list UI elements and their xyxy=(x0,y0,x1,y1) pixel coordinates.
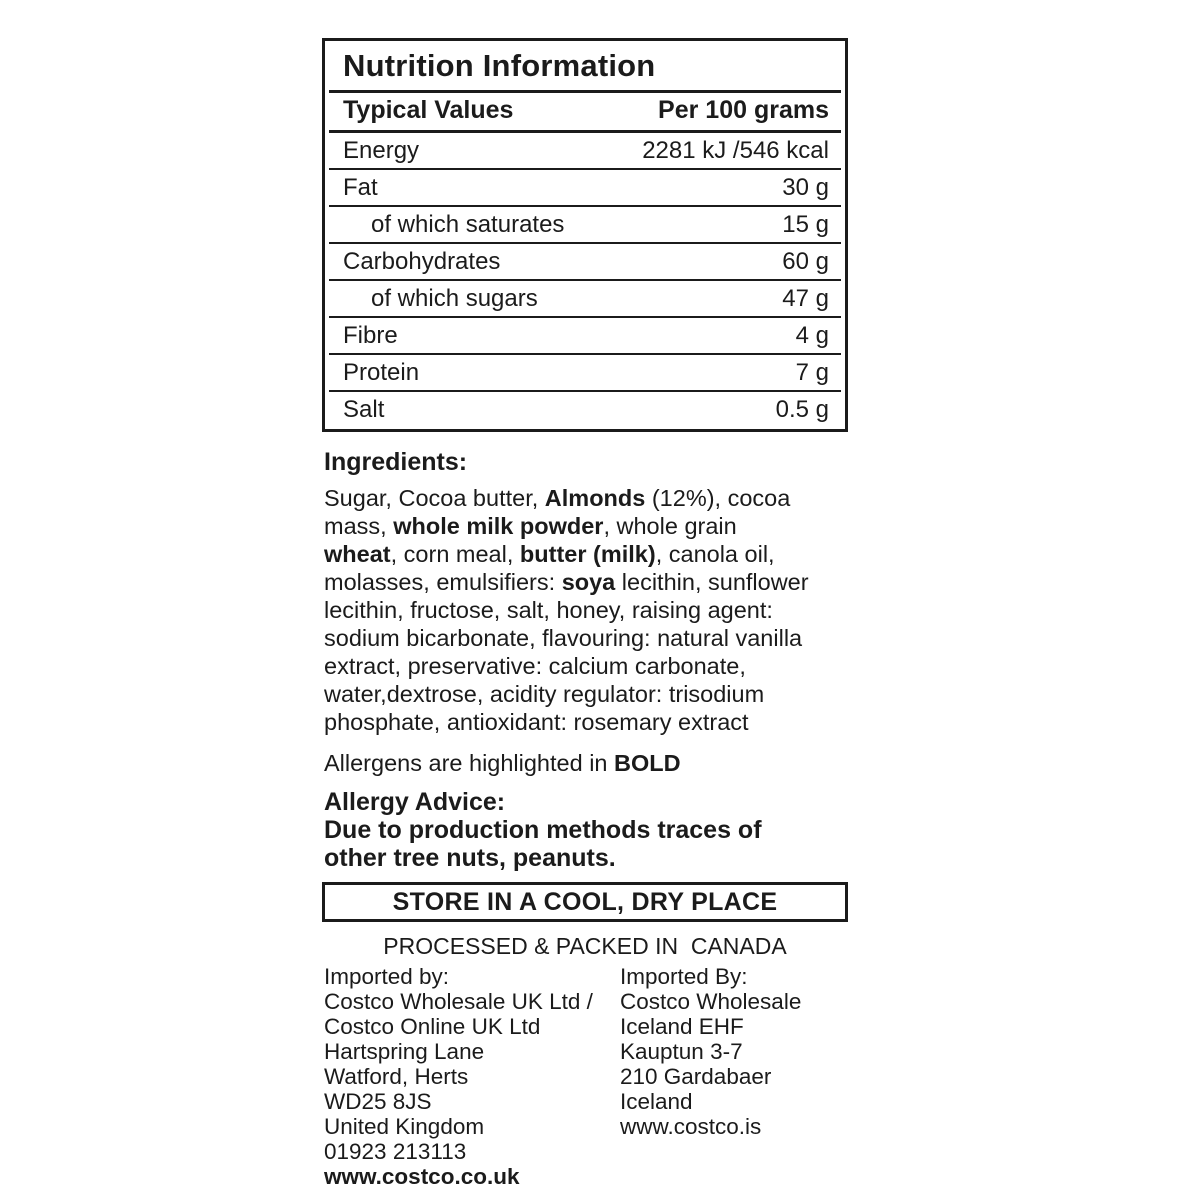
table-row-fat xyxy=(329,170,841,207)
nutrition-table xyxy=(322,38,848,432)
ingredients-line: extract, preservative: calcium carbonate, xyxy=(324,653,746,679)
storage-instruction: STORE IN A COOL, DRY PLACE xyxy=(392,888,778,916)
header-per-100-grams: Per 100 grams xyxy=(658,96,829,124)
importer-line: Costco Wholesale UK Ltd / xyxy=(324,989,593,1014)
ingredients-line: lecithin, fructose, salt, honey, raising agent: xyxy=(324,597,773,623)
row-label: of which saturates xyxy=(371,211,565,238)
importer-line: Imported By: xyxy=(620,964,748,989)
row-label: Fat xyxy=(343,174,378,201)
allergy-advice-section xyxy=(322,788,848,872)
importer-section xyxy=(322,964,848,1189)
importer-uk-block xyxy=(324,964,620,1189)
table-row-saturates xyxy=(329,207,841,244)
importer-line: Costco Wholesale xyxy=(620,989,802,1014)
row-value: 4 g xyxy=(795,322,829,349)
importer-line: Iceland EHF xyxy=(620,1014,744,1039)
ingredients-line: water,dextrose, acidity regulator: trisodium xyxy=(324,681,765,707)
allergy-advice-heading: Allergy Advice: xyxy=(324,788,506,816)
row-value: 47 g xyxy=(782,285,829,312)
allergy-advice-line: other tree nuts, peanuts. xyxy=(324,844,616,872)
storage-instruction-box xyxy=(322,882,848,922)
allergy-advice-line: Due to production methods traces of xyxy=(324,816,762,844)
table-row-sugars xyxy=(329,281,841,318)
ingredients-line: phosphate, antioxidant: rosemary extract xyxy=(324,709,749,735)
importer-line: Watford, Herts xyxy=(324,1064,469,1089)
ingredients-line: sodium bicarbonate, flavouring: natural vanilla xyxy=(324,625,803,651)
importer-phone-uk: 01923 213113 xyxy=(324,1139,467,1164)
ingredients-line: Sugar, Cocoa butter, Almonds (12%), cocoa xyxy=(324,485,791,511)
row-value: 15 g xyxy=(782,211,829,238)
row-label: Salt xyxy=(343,396,385,423)
ingredients-line: molasses, emulsifiers: soya lecithin, sunflower xyxy=(324,569,809,595)
table-header-row xyxy=(329,93,841,130)
ingredients-section xyxy=(322,447,848,736)
importer-line: Costco Online UK Ltd xyxy=(324,1014,541,1039)
row-value: 2281 kJ /546 kcal xyxy=(642,137,829,164)
header-typical-values: Typical Values xyxy=(343,96,514,124)
table-row-salt xyxy=(329,392,841,429)
importer-line: United Kingdom xyxy=(324,1114,485,1139)
importer-line: Iceland xyxy=(620,1089,693,1114)
row-label: Energy xyxy=(343,137,420,164)
importer-line: WD25 8JS xyxy=(324,1089,432,1114)
table-row-carbohydrates xyxy=(329,244,841,281)
importer-line: Hartspring Lane xyxy=(324,1039,485,1064)
website-iceland: www.costco.is xyxy=(620,1114,762,1139)
origin-statement: PROCESSED & PACKED IN CANADA xyxy=(383,933,787,959)
table-row-fibre xyxy=(329,318,841,355)
row-value: 30 g xyxy=(782,174,829,201)
importer-line: Kauptun 3-7 xyxy=(620,1039,743,1064)
table-row-protein xyxy=(329,355,841,392)
row-value: 7 g xyxy=(795,359,829,386)
importer-line: Imported by: xyxy=(324,964,450,989)
importer-line: 210 Gardabaer xyxy=(620,1064,772,1089)
row-label: Protein xyxy=(343,359,420,386)
ingredients-line: wheat, corn meal, butter (milk), canola oil, xyxy=(324,541,775,567)
importer-iceland-block xyxy=(620,964,848,1189)
ingredients-heading: Ingredients: xyxy=(324,448,468,476)
product-label xyxy=(322,38,848,1189)
allergens-note: Allergens are highlighted in BOLD xyxy=(324,750,681,776)
row-value: 60 g xyxy=(782,248,829,275)
website-uk: www.costco.co.uk xyxy=(324,1164,520,1189)
row-value: 0.5 g xyxy=(775,396,829,423)
ingredients-line: mass, whole milk powder, whole grain xyxy=(324,513,737,539)
row-label: of which sugars xyxy=(371,285,538,312)
row-label: Fibre xyxy=(343,322,398,349)
row-label: Carbohydrates xyxy=(343,248,501,275)
nutrition-title: Nutrition Information xyxy=(343,48,656,83)
table-row-energy xyxy=(329,133,841,170)
